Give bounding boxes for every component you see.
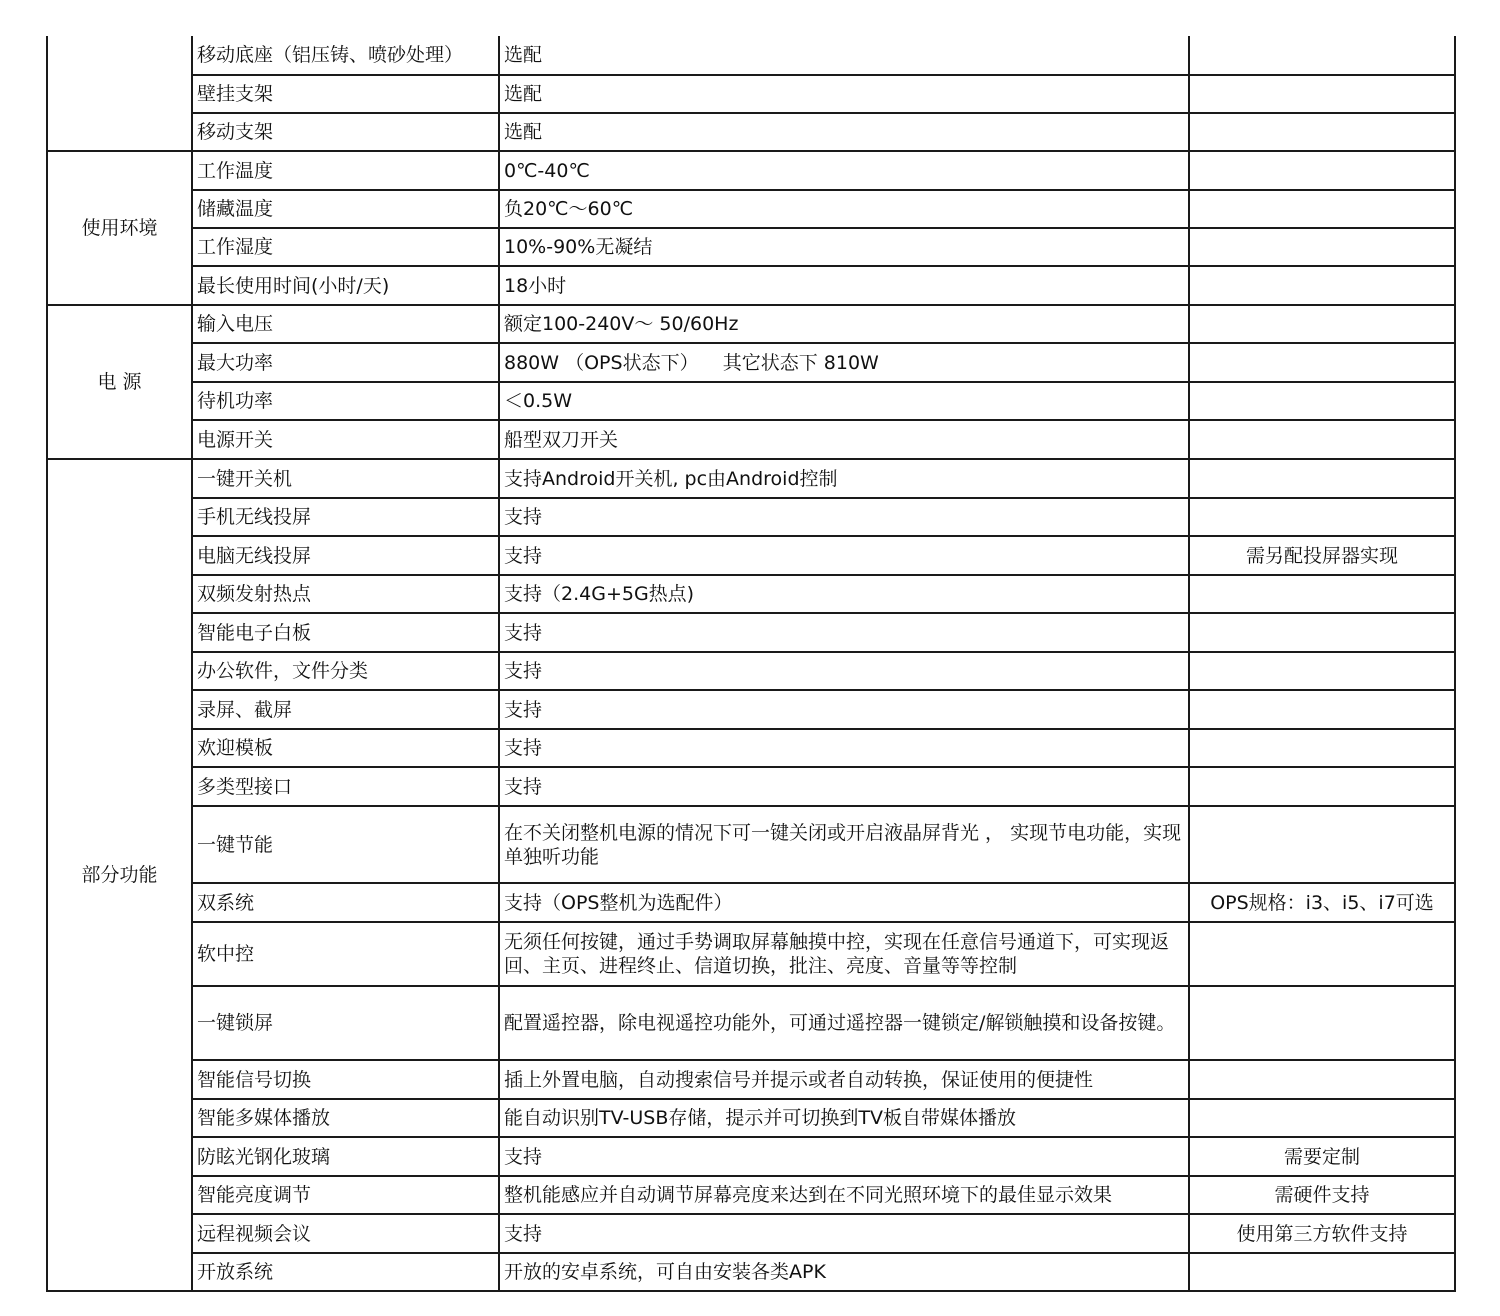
table-row — [47, 266, 1455, 305]
parameter-cell: 一键开关机 — [192, 459, 499, 498]
value-cell: 整机能感应并自动调节屏幕亮度来达到在不同光照环境下的最佳显示效果 — [499, 1176, 1189, 1214]
table-row — [47, 1060, 1455, 1099]
parameter-cell: 开放系统 — [192, 1253, 499, 1291]
value-cell: 0℃-40℃ — [499, 151, 1189, 190]
spec-table — [46, 36, 1456, 1292]
table-row — [47, 420, 1455, 459]
table-row — [47, 1253, 1455, 1291]
parameter-cell: 防眩光钢化玻璃 — [192, 1137, 499, 1176]
table-row — [47, 575, 1455, 613]
value-cell: 支持 — [499, 1137, 1189, 1176]
parameter-cell: 远程视频会议 — [192, 1214, 499, 1253]
parameter-cell: 软中控 — [192, 922, 499, 986]
parameter-cell: 最大功率 — [192, 343, 499, 382]
parameter-cell: 录屏、截屏 — [192, 690, 499, 729]
note-cell — [1189, 36, 1455, 75]
value-cell: 选配 — [499, 75, 1189, 113]
table-row — [47, 498, 1455, 536]
note-cell: 需硬件支持 — [1189, 1176, 1455, 1214]
note-cell — [1189, 382, 1455, 420]
note-cell — [1189, 1060, 1455, 1099]
note-cell — [1189, 190, 1455, 228]
parameter-cell: 输入电压 — [192, 305, 499, 343]
note-cell — [1189, 75, 1455, 113]
value-cell: 支持 — [499, 690, 1189, 729]
table-row — [47, 382, 1455, 420]
value-cell: ＜0.5W — [499, 382, 1189, 420]
note-cell: 需要定制 — [1189, 1137, 1455, 1176]
parameter-cell: 移动底座（铝压铸、喷砂处理） — [192, 36, 499, 75]
parameter-cell: 储藏温度 — [192, 190, 499, 228]
value-cell: 支持Android开关机, pc由Android控制 — [499, 459, 1189, 498]
table-row — [47, 343, 1455, 382]
parameter-cell: 工作湿度 — [192, 228, 499, 266]
spec-table-body — [47, 36, 1455, 1291]
value-cell: 选配 — [499, 113, 1189, 151]
parameter-cell: 智能多媒体播放 — [192, 1099, 499, 1137]
value-cell: 能自动识别TV-USB存储，提示并可切换到TV板自带媒体播放 — [499, 1099, 1189, 1137]
table-row — [47, 228, 1455, 266]
value-cell: 支持 — [499, 767, 1189, 806]
note-cell: 使用第三方软件支持 — [1189, 1214, 1455, 1253]
parameter-cell: 欢迎模板 — [192, 729, 499, 767]
value-cell: 支持 — [499, 652, 1189, 690]
value-cell: 负20℃～60℃ — [499, 190, 1189, 228]
note-cell — [1189, 806, 1455, 883]
note-cell — [1189, 729, 1455, 767]
parameter-cell: 双系统 — [192, 883, 499, 922]
note-cell — [1189, 690, 1455, 729]
value-cell: 选配 — [499, 36, 1189, 75]
category-cell: 部分功能 — [47, 459, 192, 1291]
parameter-cell: 工作温度 — [192, 151, 499, 190]
value-cell: 支持（2.4G+5G热点) — [499, 575, 1189, 613]
table-row — [47, 652, 1455, 690]
note-cell: OPS规格：i3、i5、i7可选 — [1189, 883, 1455, 922]
parameter-cell: 一键锁屏 — [192, 986, 499, 1060]
note-cell: 需另配投屏器实现 — [1189, 536, 1455, 575]
parameter-cell: 多类型接口 — [192, 767, 499, 806]
value-cell: 支持 — [499, 1214, 1189, 1253]
value-cell: 支持 — [499, 613, 1189, 652]
note-cell — [1189, 459, 1455, 498]
table-row — [47, 36, 1455, 75]
category-cell — [47, 36, 192, 151]
value-cell: 18小时 — [499, 266, 1189, 305]
note-cell — [1189, 575, 1455, 613]
parameter-cell: 智能亮度调节 — [192, 1176, 499, 1214]
parameter-cell: 最长使用时间(小时/天) — [192, 266, 499, 305]
value-cell: 插上外置电脑，自动搜索信号并提示或者自动转换，保证使用的便捷性 — [499, 1060, 1189, 1099]
parameter-cell: 电脑无线投屏 — [192, 536, 499, 575]
parameter-cell: 壁挂支架 — [192, 75, 499, 113]
table-row — [47, 986, 1455, 1060]
parameter-cell: 办公软件，文件分类 — [192, 652, 499, 690]
table-row — [47, 536, 1455, 575]
value-cell: 在不关闭整机电源的情况下可一键关闭或开启液晶屏背光 ， 实现节电功能，实现单独听功能 — [499, 806, 1189, 883]
note-cell — [1189, 113, 1455, 151]
value-cell: 开放的安卓系统，可自由安装各类APK — [499, 1253, 1189, 1291]
table-row — [47, 690, 1455, 729]
table-row — [47, 922, 1455, 986]
value-cell: 支持 — [499, 498, 1189, 536]
value-cell: 配置遥控器，除电视遥控功能外，可通过遥控器一键锁定/解锁触摸和设备按键。 — [499, 986, 1189, 1060]
parameter-cell: 电源开关 — [192, 420, 499, 459]
value-cell: 10%-90%无凝结 — [499, 228, 1189, 266]
value-cell: 无须任何按键，通过手势调取屏幕触摸中控，实现在任意信号通道下，可实现返回、主页、进程终止、信道切换，批注、亮度、音量等等控制 — [499, 922, 1189, 986]
table-row — [47, 613, 1455, 652]
parameter-cell: 移动支架 — [192, 113, 499, 151]
table-row — [47, 1176, 1455, 1214]
table-row — [47, 113, 1455, 151]
parameter-cell: 手机无线投屏 — [192, 498, 499, 536]
note-cell — [1189, 420, 1455, 459]
table-row — [47, 767, 1455, 806]
table-row — [47, 1099, 1455, 1137]
parameter-cell: 一键节能 — [192, 806, 499, 883]
note-cell — [1189, 498, 1455, 536]
note-cell — [1189, 922, 1455, 986]
note-cell — [1189, 613, 1455, 652]
note-cell — [1189, 652, 1455, 690]
note-cell — [1189, 1099, 1455, 1137]
value-cell: 支持 — [499, 536, 1189, 575]
table-row — [47, 305, 1455, 343]
note-cell — [1189, 228, 1455, 266]
note-cell — [1189, 151, 1455, 190]
table-row — [47, 806, 1455, 883]
table-row — [47, 151, 1455, 190]
note-cell — [1189, 343, 1455, 382]
value-cell: 支持 — [499, 729, 1189, 767]
value-cell: 船型双刀开关 — [499, 420, 1189, 459]
parameter-cell: 智能信号切换 — [192, 1060, 499, 1099]
note-cell — [1189, 767, 1455, 806]
table-row — [47, 1214, 1455, 1253]
table-row — [47, 1137, 1455, 1176]
table-row — [47, 729, 1455, 767]
parameter-cell: 待机功率 — [192, 382, 499, 420]
table-row — [47, 75, 1455, 113]
note-cell — [1189, 986, 1455, 1060]
note-cell — [1189, 266, 1455, 305]
value-cell: 额定100-240V～ 50/60Hz — [499, 305, 1189, 343]
table-row — [47, 459, 1455, 498]
table-row — [47, 883, 1455, 922]
note-cell — [1189, 1253, 1455, 1291]
value-cell: 880W （OPS状态下） 其它状态下 810W — [499, 343, 1189, 382]
table-row — [47, 190, 1455, 228]
parameter-cell: 双频发射热点 — [192, 575, 499, 613]
category-cell: 电 源 — [47, 305, 192, 459]
value-cell: 支持（OPS整机为选配件） — [499, 883, 1189, 922]
category-cell: 使用环境 — [47, 151, 192, 305]
parameter-cell: 智能电子白板 — [192, 613, 499, 652]
note-cell — [1189, 305, 1455, 343]
